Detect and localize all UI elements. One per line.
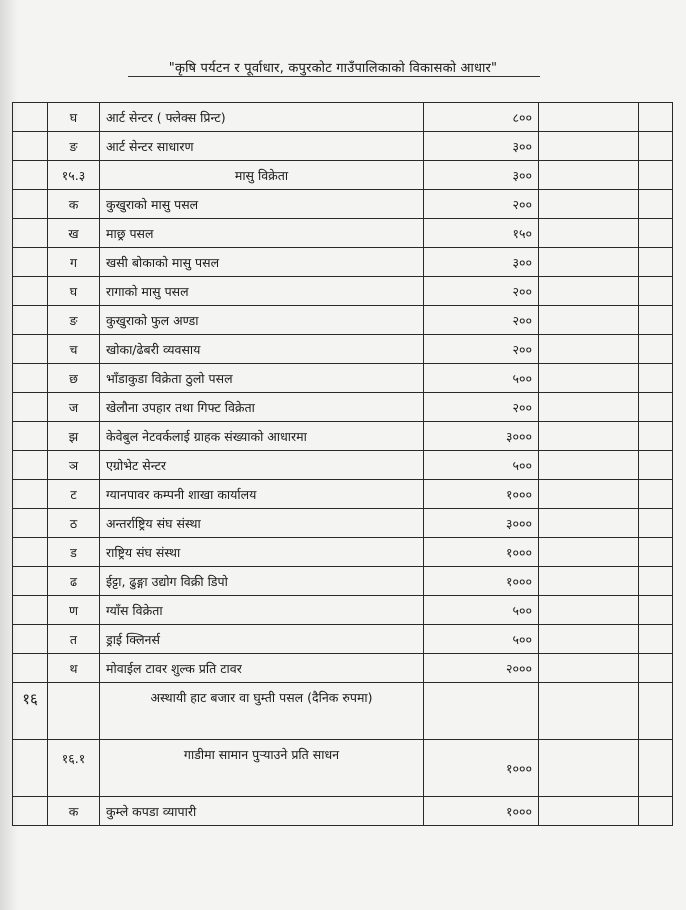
fee-cell: १००० bbox=[424, 797, 539, 826]
description-cell: आर्ट सेन्टर ( फ्लेक्स प्रिन्ट) bbox=[100, 103, 424, 132]
table-row bbox=[13, 480, 673, 509]
table-row bbox=[13, 306, 673, 335]
fee-cell: १००० bbox=[424, 567, 539, 596]
group-number-cell bbox=[13, 393, 48, 422]
empty-cell bbox=[639, 306, 673, 335]
empty-cell bbox=[539, 132, 639, 161]
empty-cell bbox=[539, 538, 639, 567]
serial-cell: झ bbox=[48, 422, 100, 451]
serial-cell: क bbox=[48, 797, 100, 826]
serial-cell: क bbox=[48, 190, 100, 219]
empty-cell bbox=[539, 190, 639, 219]
empty-cell bbox=[539, 393, 639, 422]
fee-cell: ३००० bbox=[424, 509, 539, 538]
table-row bbox=[13, 538, 673, 567]
fee-cell: २००० bbox=[424, 654, 539, 683]
empty-cell bbox=[539, 422, 639, 451]
empty-cell bbox=[539, 683, 639, 740]
table-row bbox=[13, 596, 673, 625]
group-number-cell bbox=[13, 248, 48, 277]
description-cell: आर्ट सेन्टर साधारण bbox=[100, 132, 424, 161]
empty-cell bbox=[539, 335, 639, 364]
empty-cell bbox=[639, 567, 673, 596]
serial-cell: ण bbox=[48, 596, 100, 625]
empty-cell bbox=[639, 654, 673, 683]
table-row bbox=[13, 422, 673, 451]
table-row bbox=[13, 277, 673, 306]
empty-cell bbox=[639, 797, 673, 826]
table-row bbox=[13, 625, 673, 654]
serial-cell: ज bbox=[48, 393, 100, 422]
empty-cell bbox=[639, 596, 673, 625]
empty-cell bbox=[539, 740, 639, 797]
description-cell: भाँडाकुडा विक्रेता ठुलो पसल bbox=[100, 364, 424, 393]
empty-cell bbox=[539, 654, 639, 683]
table-row bbox=[13, 161, 673, 190]
group-number-cell bbox=[13, 797, 48, 826]
description-cell: रागाको मासु पसल bbox=[100, 277, 424, 306]
empty-cell bbox=[539, 161, 639, 190]
empty-cell bbox=[539, 596, 639, 625]
fee-cell: १००० bbox=[424, 538, 539, 567]
empty-cell bbox=[539, 103, 639, 132]
fee-cell: ८०० bbox=[424, 103, 539, 132]
group-number-cell bbox=[13, 480, 48, 509]
section-heading-cell: अस्थायी हाट बजार वा घुम्ती पसल (दैनिक रुपमा) bbox=[100, 683, 424, 740]
table-row bbox=[13, 219, 673, 248]
fee-cell bbox=[424, 683, 539, 740]
description-cell: खेलौना उपहार तथा गिफ्ट विक्रेता bbox=[100, 393, 424, 422]
serial-cell: ञ bbox=[48, 451, 100, 480]
table-row bbox=[13, 740, 673, 797]
serial-cell: छ bbox=[48, 364, 100, 393]
description-cell: खसी बोकाको मासु पसल bbox=[100, 248, 424, 277]
serial-cell: ठ bbox=[48, 509, 100, 538]
group-number-cell bbox=[13, 219, 48, 248]
table-row bbox=[13, 683, 673, 740]
fee-cell: १००० bbox=[424, 480, 539, 509]
empty-cell bbox=[539, 797, 639, 826]
empty-cell bbox=[639, 480, 673, 509]
serial-cell: ख bbox=[48, 219, 100, 248]
description-cell: कुखुराको फुल अण्डा bbox=[100, 306, 424, 335]
serial-cell: ढ bbox=[48, 567, 100, 596]
table-row bbox=[13, 567, 673, 596]
fee-cell: ३००० bbox=[424, 422, 539, 451]
group-number-cell bbox=[13, 596, 48, 625]
empty-cell bbox=[639, 625, 673, 654]
group-number-cell bbox=[13, 567, 48, 596]
empty-cell bbox=[539, 451, 639, 480]
description-cell: कुखुराको मासु पसल bbox=[100, 190, 424, 219]
serial-cell: थ bbox=[48, 654, 100, 683]
description-cell: राष्ट्रिय संघ संस्था bbox=[100, 538, 424, 567]
fee-cell: २०० bbox=[424, 335, 539, 364]
empty-cell bbox=[639, 190, 673, 219]
section-heading-cell: गाडीमा सामान पुऱ्याउने प्रति साधन bbox=[100, 740, 424, 797]
serial-cell: घ bbox=[48, 103, 100, 132]
table-row bbox=[13, 393, 673, 422]
serial-cell: १६.१ bbox=[48, 740, 100, 797]
empty-cell bbox=[539, 480, 639, 509]
page-header: "कृषि पर्यटन र पूर्वाधार, कपुरकोट गाउँपालिकाको विकासको आधार" bbox=[168, 61, 498, 76]
table-row bbox=[13, 509, 673, 538]
empty-cell bbox=[539, 248, 639, 277]
table-row bbox=[13, 451, 673, 480]
group-number-cell bbox=[13, 103, 48, 132]
serial-cell: घ bbox=[48, 277, 100, 306]
serial-cell: ड bbox=[48, 538, 100, 567]
serial-cell: च bbox=[48, 335, 100, 364]
table-row bbox=[13, 132, 673, 161]
table-row bbox=[13, 654, 673, 683]
empty-cell bbox=[539, 625, 639, 654]
table-row bbox=[13, 248, 673, 277]
empty-cell bbox=[639, 335, 673, 364]
fee-cell: ३०० bbox=[424, 161, 539, 190]
description-cell: ग्याँस विक्रेता bbox=[100, 596, 424, 625]
empty-cell bbox=[539, 509, 639, 538]
fee-cell: ३०० bbox=[424, 132, 539, 161]
fee-cell: ५०० bbox=[424, 596, 539, 625]
empty-cell bbox=[639, 422, 673, 451]
group-number-cell bbox=[13, 451, 48, 480]
empty-cell bbox=[539, 219, 639, 248]
empty-cell bbox=[639, 103, 673, 132]
serial-cell: १५.३ bbox=[48, 161, 100, 190]
fee-cell: २०० bbox=[424, 277, 539, 306]
group-number-cell bbox=[13, 538, 48, 567]
description-cell: अन्तर्राष्ट्रिय संघ संस्था bbox=[100, 509, 424, 538]
serial-cell: ग bbox=[48, 248, 100, 277]
empty-cell bbox=[639, 248, 673, 277]
empty-cell bbox=[639, 683, 673, 740]
fee-table bbox=[12, 102, 673, 826]
empty-cell bbox=[639, 393, 673, 422]
description-cell: केवेबुल नेटवर्कलाई ग्राहक संख्याको आधारमा bbox=[100, 422, 424, 451]
header-underline bbox=[128, 76, 540, 77]
serial-cell: ङ bbox=[48, 132, 100, 161]
empty-cell bbox=[539, 364, 639, 393]
empty-cell bbox=[639, 740, 673, 797]
fee-cell: २०० bbox=[424, 393, 539, 422]
group-number-cell bbox=[13, 625, 48, 654]
table-row bbox=[13, 797, 673, 826]
fee-cell: ५०० bbox=[424, 364, 539, 393]
group-number-cell bbox=[13, 190, 48, 219]
fee-cell: २०० bbox=[424, 190, 539, 219]
group-number-cell bbox=[13, 161, 48, 190]
table-row bbox=[13, 190, 673, 219]
empty-cell bbox=[639, 277, 673, 306]
serial-cell: ङ bbox=[48, 306, 100, 335]
empty-cell bbox=[639, 219, 673, 248]
empty-cell bbox=[539, 567, 639, 596]
fee-cell: ३०० bbox=[424, 248, 539, 277]
group-number-cell bbox=[13, 509, 48, 538]
empty-cell bbox=[539, 277, 639, 306]
table-row bbox=[13, 103, 673, 132]
description-cell: कुम्ले कपडा व्यापारी bbox=[100, 797, 424, 826]
empty-cell bbox=[639, 161, 673, 190]
empty-cell bbox=[639, 451, 673, 480]
serial-cell bbox=[48, 683, 100, 740]
empty-cell bbox=[639, 509, 673, 538]
fee-cell: ५०० bbox=[424, 451, 539, 480]
group-number-cell bbox=[13, 364, 48, 393]
description-cell: माछ्र पसल bbox=[100, 219, 424, 248]
empty-cell bbox=[639, 132, 673, 161]
fee-cell: ५०० bbox=[424, 625, 539, 654]
empty-cell bbox=[539, 306, 639, 335]
section-heading-cell: मासु विक्रेता bbox=[100, 161, 424, 190]
group-number-cell: १६ bbox=[13, 683, 48, 740]
empty-cell bbox=[639, 364, 673, 393]
group-number-cell bbox=[13, 132, 48, 161]
description-cell: ग्यानपावर कम्पनी शाखा कार्यालय bbox=[100, 480, 424, 509]
description-cell: मोवाईल टावर शुल्क प्रति टावर bbox=[100, 654, 424, 683]
serial-cell: ट bbox=[48, 480, 100, 509]
group-number-cell bbox=[13, 422, 48, 451]
description-cell: ड्राई क्लिनर्स bbox=[100, 625, 424, 654]
description-cell: खोका/ढेबरी व्यवसाय bbox=[100, 335, 424, 364]
fee-cell: १००० bbox=[424, 740, 539, 797]
description-cell: एग्रोभेट सेन्टर bbox=[100, 451, 424, 480]
group-number-cell bbox=[13, 335, 48, 364]
fee-cell: १५० bbox=[424, 219, 539, 248]
empty-cell bbox=[639, 538, 673, 567]
group-number-cell bbox=[13, 306, 48, 335]
serial-cell: त bbox=[48, 625, 100, 654]
fee-cell: २०० bbox=[424, 306, 539, 335]
table-row bbox=[13, 335, 673, 364]
group-number-cell bbox=[13, 654, 48, 683]
group-number-cell bbox=[13, 740, 48, 797]
table-row bbox=[13, 364, 673, 393]
description-cell: ईट्टा, ढुङ्गा उद्योग विक्री डिपो bbox=[100, 567, 424, 596]
group-number-cell bbox=[13, 277, 48, 306]
